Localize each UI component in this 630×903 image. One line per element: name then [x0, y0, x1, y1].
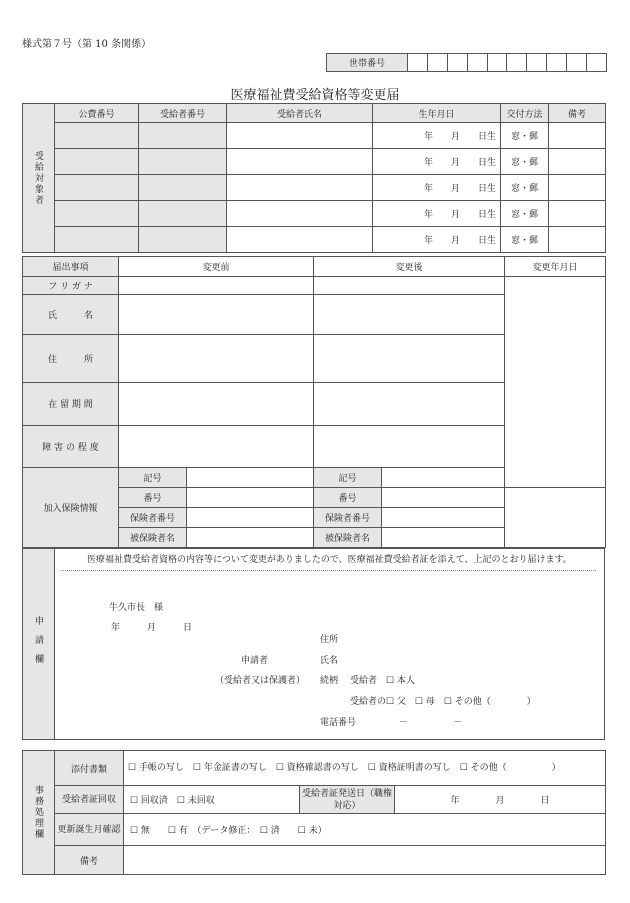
recipients-table	[22, 103, 606, 253]
public-number-cell[interactable]	[55, 201, 139, 227]
birth-date-cell[interactable]: 年 月 日生	[373, 123, 501, 149]
public-number-cell[interactable]	[55, 227, 139, 253]
remarks-cell[interactable]	[549, 227, 606, 253]
furigana-label: フ リ ガ ナ	[23, 277, 119, 295]
applicant-role: （受給者又は保護者）	[215, 676, 306, 686]
household-digit[interactable]	[427, 54, 447, 72]
phone-format[interactable]: － －	[399, 718, 463, 728]
collect-options[interactable]: ☐ 回収済 ☐ 未回収	[124, 786, 300, 814]
col-recipient-number: 受給者番号	[139, 104, 227, 123]
household-digit[interactable]	[547, 54, 567, 72]
delivery-method-cell[interactable]: 窓・郵	[501, 201, 549, 227]
issue-date-value[interactable]: 年 月 日	[395, 786, 606, 814]
household-digit[interactable]	[467, 54, 487, 72]
col-public-number: 公費番号	[55, 104, 139, 123]
col-item: 届出事項	[23, 257, 119, 277]
name-label: 氏 名	[23, 295, 119, 335]
disability-before[interactable]	[119, 425, 314, 467]
recipient-number-cell[interactable]	[139, 123, 227, 149]
ins-before-value[interactable]	[187, 507, 314, 527]
address-before[interactable]	[119, 335, 314, 383]
ins-field-label: 記号	[119, 467, 187, 487]
recipient-name-cell[interactable]	[227, 201, 373, 227]
recipient-number-cell[interactable]	[139, 227, 227, 253]
changes-table	[22, 256, 606, 548]
form-number: 様式第７号（第 10 条関係）	[22, 39, 152, 50]
table-row	[23, 175, 606, 201]
disability-label: 障 害 の 程 度	[23, 425, 119, 467]
household-label: 世帯番号	[327, 54, 408, 72]
attach-options[interactable]: ☐ 手帳の写し ☐ 年金証書の写し ☐ 資格確認書の写し ☐ 資格証明書の写し ☐ その他（ ）	[124, 751, 606, 786]
household-digit[interactable]	[487, 54, 507, 72]
col-delivery-method: 交付方法	[501, 104, 549, 123]
public-number-cell[interactable]	[55, 175, 139, 201]
delivery-method-cell[interactable]: 窓・郵	[501, 123, 549, 149]
public-number-cell[interactable]	[55, 149, 139, 175]
delivery-method-cell[interactable]: 窓・郵	[501, 149, 549, 175]
ins-field-label: 保険者番号	[119, 507, 187, 527]
recipient-name-cell[interactable]	[227, 149, 373, 175]
recipient-number-cell[interactable]	[139, 149, 227, 175]
table-row	[23, 123, 606, 149]
name-field-label: 氏名	[320, 656, 339, 666]
ins-before-value[interactable]	[187, 487, 314, 507]
recipients-label: 受給対象者	[33, 150, 43, 206]
furigana-after[interactable]	[314, 277, 505, 295]
table-row	[23, 201, 606, 227]
remarks-cell[interactable]	[549, 123, 606, 149]
birth-date-cell[interactable]: 年 月 日生	[373, 175, 501, 201]
office-label: 事務処理欄	[33, 785, 43, 840]
residence-before[interactable]	[119, 383, 314, 425]
ins-after-value[interactable]	[382, 527, 505, 547]
ins-after-value[interactable]	[382, 507, 505, 527]
household-digit[interactable]	[408, 54, 428, 72]
recipient-number-cell[interactable]	[139, 175, 227, 201]
application-section	[22, 548, 605, 740]
attach-label: 添付書類	[55, 751, 124, 786]
addressee: 牛久市長 様	[109, 603, 164, 613]
application-statement: 医療福祉費受給者資格の内容等について変更がありましたので、医療福祉費受給者証を添えて、上記のとおり届けます。	[61, 552, 596, 571]
address-label: 住 所	[23, 335, 119, 383]
household-digit[interactable]	[527, 54, 547, 72]
household-digit[interactable]	[587, 54, 607, 72]
ins-field-label: 番号	[314, 487, 382, 507]
ins-before-value[interactable]	[187, 467, 314, 487]
recipient-name-cell[interactable]	[227, 175, 373, 201]
furigana-before[interactable]	[119, 277, 314, 295]
renew-label: 更新誕生月確認	[55, 814, 124, 846]
remarks-cell[interactable]	[549, 201, 606, 227]
office-remarks-label: 備考	[55, 846, 124, 875]
col-after: 変更後	[314, 257, 505, 277]
relation-label: 続柄	[320, 676, 339, 686]
page-title: 医療福祉費受給資格等変更届	[230, 88, 400, 103]
household-number-table	[326, 53, 607, 72]
insurance-label: 加入保険情報	[23, 467, 119, 547]
public-number-cell[interactable]	[55, 123, 139, 149]
ins-field-label: 記号	[314, 467, 382, 487]
disability-after[interactable]	[314, 425, 505, 467]
name-before[interactable]	[119, 295, 314, 335]
ins-field-label: 保険者番号	[314, 507, 382, 527]
applicant-label: 申請者	[241, 656, 269, 666]
delivery-method-cell[interactable]: 窓・郵	[501, 175, 549, 201]
ins-after-value[interactable]	[382, 467, 505, 487]
renew-options[interactable]: ☐ 無 ☐ 有 （データ修正： ☐ 済 ☐ 未）	[124, 814, 606, 846]
application-label: 申請欄	[33, 615, 43, 673]
name-after[interactable]	[314, 295, 505, 335]
ins-field-label: 番号	[119, 487, 187, 507]
relation-options[interactable]: 受給者 ☐ 本人	[350, 676, 415, 686]
relation-options-detail[interactable]: 受給者の☐ 父 ☐ 母 ☐ その他（ ）	[350, 697, 536, 707]
address-field-label: 住所	[320, 635, 339, 645]
birth-date-cell[interactable]: 年 月 日生	[373, 227, 501, 253]
change-date-cell[interactable]	[505, 277, 606, 488]
delivery-method-cell[interactable]: 窓・郵	[501, 227, 549, 253]
col-change-date: 変更年月日	[505, 257, 606, 277]
residence-after[interactable]	[314, 383, 505, 425]
application-date[interactable]: 年 月 日	[111, 623, 193, 633]
recipient-name-cell[interactable]	[227, 227, 373, 253]
birth-date-cell[interactable]: 年 月 日生	[373, 149, 501, 175]
phone-label: 電話番号	[320, 718, 357, 728]
col-recipient-name: 受給者氏名	[227, 104, 373, 123]
office-remarks-value[interactable]	[124, 846, 606, 875]
table-row	[23, 149, 606, 175]
recipient-number-cell[interactable]	[139, 201, 227, 227]
address-after[interactable]	[314, 335, 505, 383]
household-digit[interactable]	[567, 54, 587, 72]
remarks-cell[interactable]	[549, 149, 606, 175]
issue-date-label: 受給者証発送日（職権対応）	[300, 786, 395, 814]
household-digit[interactable]	[447, 54, 467, 72]
ins-after-value[interactable]	[382, 487, 505, 507]
remarks-cell[interactable]	[549, 175, 606, 201]
col-remarks: 備考	[549, 104, 606, 123]
ins-before-value[interactable]	[187, 527, 314, 547]
office-table	[22, 750, 606, 875]
collect-label: 受給者証回収	[55, 786, 124, 814]
household-digit[interactable]	[507, 54, 527, 72]
birth-date-cell[interactable]: 年 月 日生	[373, 201, 501, 227]
ins-field-label: 被保険者名	[314, 527, 382, 547]
recipient-name-cell[interactable]	[227, 123, 373, 149]
table-row	[23, 227, 606, 253]
col-birth-date: 生年月日	[373, 104, 501, 123]
residence-period-label: 在 留 期 間	[23, 383, 119, 425]
ins-field-label: 被保険者名	[119, 527, 187, 547]
col-before: 変更前	[119, 257, 314, 277]
